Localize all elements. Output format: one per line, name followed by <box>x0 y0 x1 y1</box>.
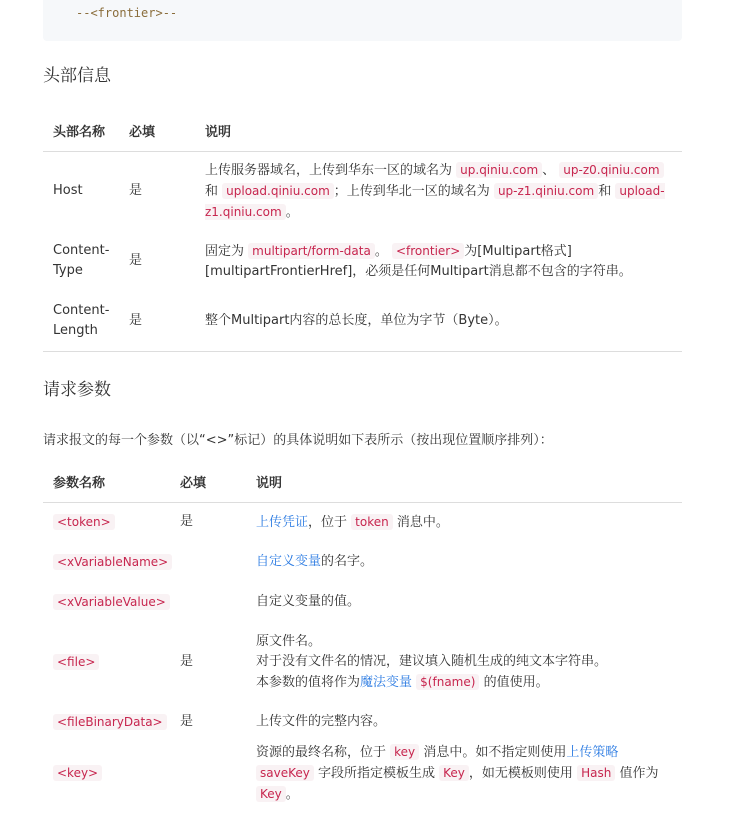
table-row <box>43 582 682 622</box>
inline-code: up.qiniu.com <box>456 162 542 178</box>
table-row <box>43 622 682 702</box>
headers-table <box>43 111 682 352</box>
header-name: Host <box>53 183 83 199</box>
table-row <box>43 151 682 231</box>
table-row <box>43 742 682 805</box>
description-cell: 自定义变量的名字。 <box>256 554 374 569</box>
param-name: <key> <box>53 765 102 781</box>
description-cell: 自定义变量的值。 <box>256 594 361 609</box>
column-header: 必填 <box>119 111 195 151</box>
inline-code: Key <box>439 765 469 781</box>
custom-variable-link[interactable]: 自定义变量 <box>256 554 322 569</box>
table-row <box>43 542 682 582</box>
table-header-row <box>43 462 682 502</box>
required-cell <box>170 742 246 805</box>
inline-code: upload-z1.qiniu.com <box>205 183 665 219</box>
param-name-cell <box>43 622 170 702</box>
inline-code: multipart/form-data <box>248 243 375 259</box>
param-name-cell <box>43 702 170 742</box>
column-header: 说明 <box>195 111 682 151</box>
param-name: <xVariableName> <box>53 554 172 570</box>
table-row <box>43 502 682 542</box>
params-table <box>43 462 682 805</box>
header-name: Content-Type <box>53 243 110 278</box>
upload-token-link[interactable]: 上传凭证 <box>256 514 309 530</box>
inline-code: token <box>351 514 393 530</box>
column-header: 说明 <box>246 462 682 502</box>
inline-code: key <box>390 744 419 760</box>
required-cell: 是 <box>129 183 143 199</box>
code-line: --<frontier>-- <box>76 6 178 20</box>
param-name: <token> <box>53 514 115 530</box>
description-cell: 上传文件的完整内容。 <box>256 714 387 729</box>
description-cell: 上传凭证，位于 token 消息中。 <box>256 514 449 530</box>
description-cell: 资源的最终名称，位于 key 消息中。如不指定则使用上传策略 saveKey 字段所指定模板生成 Key ，如无模板则使用 Hash 值作为 Key 。 <box>256 745 659 802</box>
description-cell: 上传服务器域名，上传到华东一区的域名为 up.qiniu.com 、 up-z0.qiniu.com 和 upload.qiniu.com ；上传到华北一区的域名为 up-z1.qiniu.com 和 upload-z1.qiniu.com 。 <box>205 162 665 220</box>
inline-code: up-z0.qiniu.com <box>559 162 663 178</box>
table-row <box>43 291 682 351</box>
header-name: Content-Length <box>43 291 119 351</box>
description-cell: 固定为 multipart/form-data 。 <frontier> 为[Multipart格式][multipartFrontierHref]，必须是任何Multipart消息都不包含的字符串。 <box>205 243 632 279</box>
required-cell: 是 <box>180 714 194 729</box>
upload-policy-link[interactable]: 上传策略 <box>566 745 619 760</box>
param-name: <file> <box>53 654 99 670</box>
table-row <box>43 231 682 291</box>
code-block <box>43 0 682 41</box>
param-name-cell <box>43 542 170 582</box>
inline-code: upload.qiniu.com <box>222 183 334 199</box>
inline-code: Hash <box>577 765 615 781</box>
params-intro: 请求报文的每一个参数（以“<>”标记）的具体说明如下表所示（按出现位置顺序排列）： <box>43 433 553 448</box>
required-cell: 是 <box>129 253 143 268</box>
headers-section-title: 头部信息 <box>43 66 111 86</box>
description-cell: 原文件名。 对于没有文件名的情况，建议填入随机生成的纯文本字符串。 本参数的值将作为魔法变量 $(fname) 的值使用。 <box>256 633 608 690</box>
inline-code: up-z1.qiniu.com <box>494 183 598 199</box>
param-name: <xVariableValue> <box>53 594 170 610</box>
required-cell: 是 <box>180 514 194 530</box>
description-cell: 整个Multipart内容的总长度，单位为字节（Byte）。 <box>195 291 682 351</box>
param-name-cell <box>43 582 170 622</box>
column-header: 头部名称 <box>43 111 119 151</box>
required-cell <box>170 582 246 622</box>
params-section-title: 请求参数 <box>43 380 111 400</box>
table-row <box>43 702 682 742</box>
column-header: 必填 <box>170 462 246 502</box>
param-name-cell <box>43 742 170 805</box>
column-header: 参数名称 <box>43 462 170 502</box>
inline-code: saveKey <box>256 765 314 781</box>
table-header-row <box>43 111 682 151</box>
inline-code: Key <box>256 786 286 802</box>
inline-code: $(fname) <box>416 674 479 690</box>
required-cell: 是 <box>180 654 194 669</box>
param-name: <fileBinaryData> <box>53 714 167 730</box>
required-cell: 是 <box>119 291 195 351</box>
param-name-cell <box>43 502 170 542</box>
magic-variable-link[interactable]: 魔法变量 <box>360 674 413 690</box>
required-cell <box>170 542 246 582</box>
inline-code: <frontier> <box>392 243 464 259</box>
